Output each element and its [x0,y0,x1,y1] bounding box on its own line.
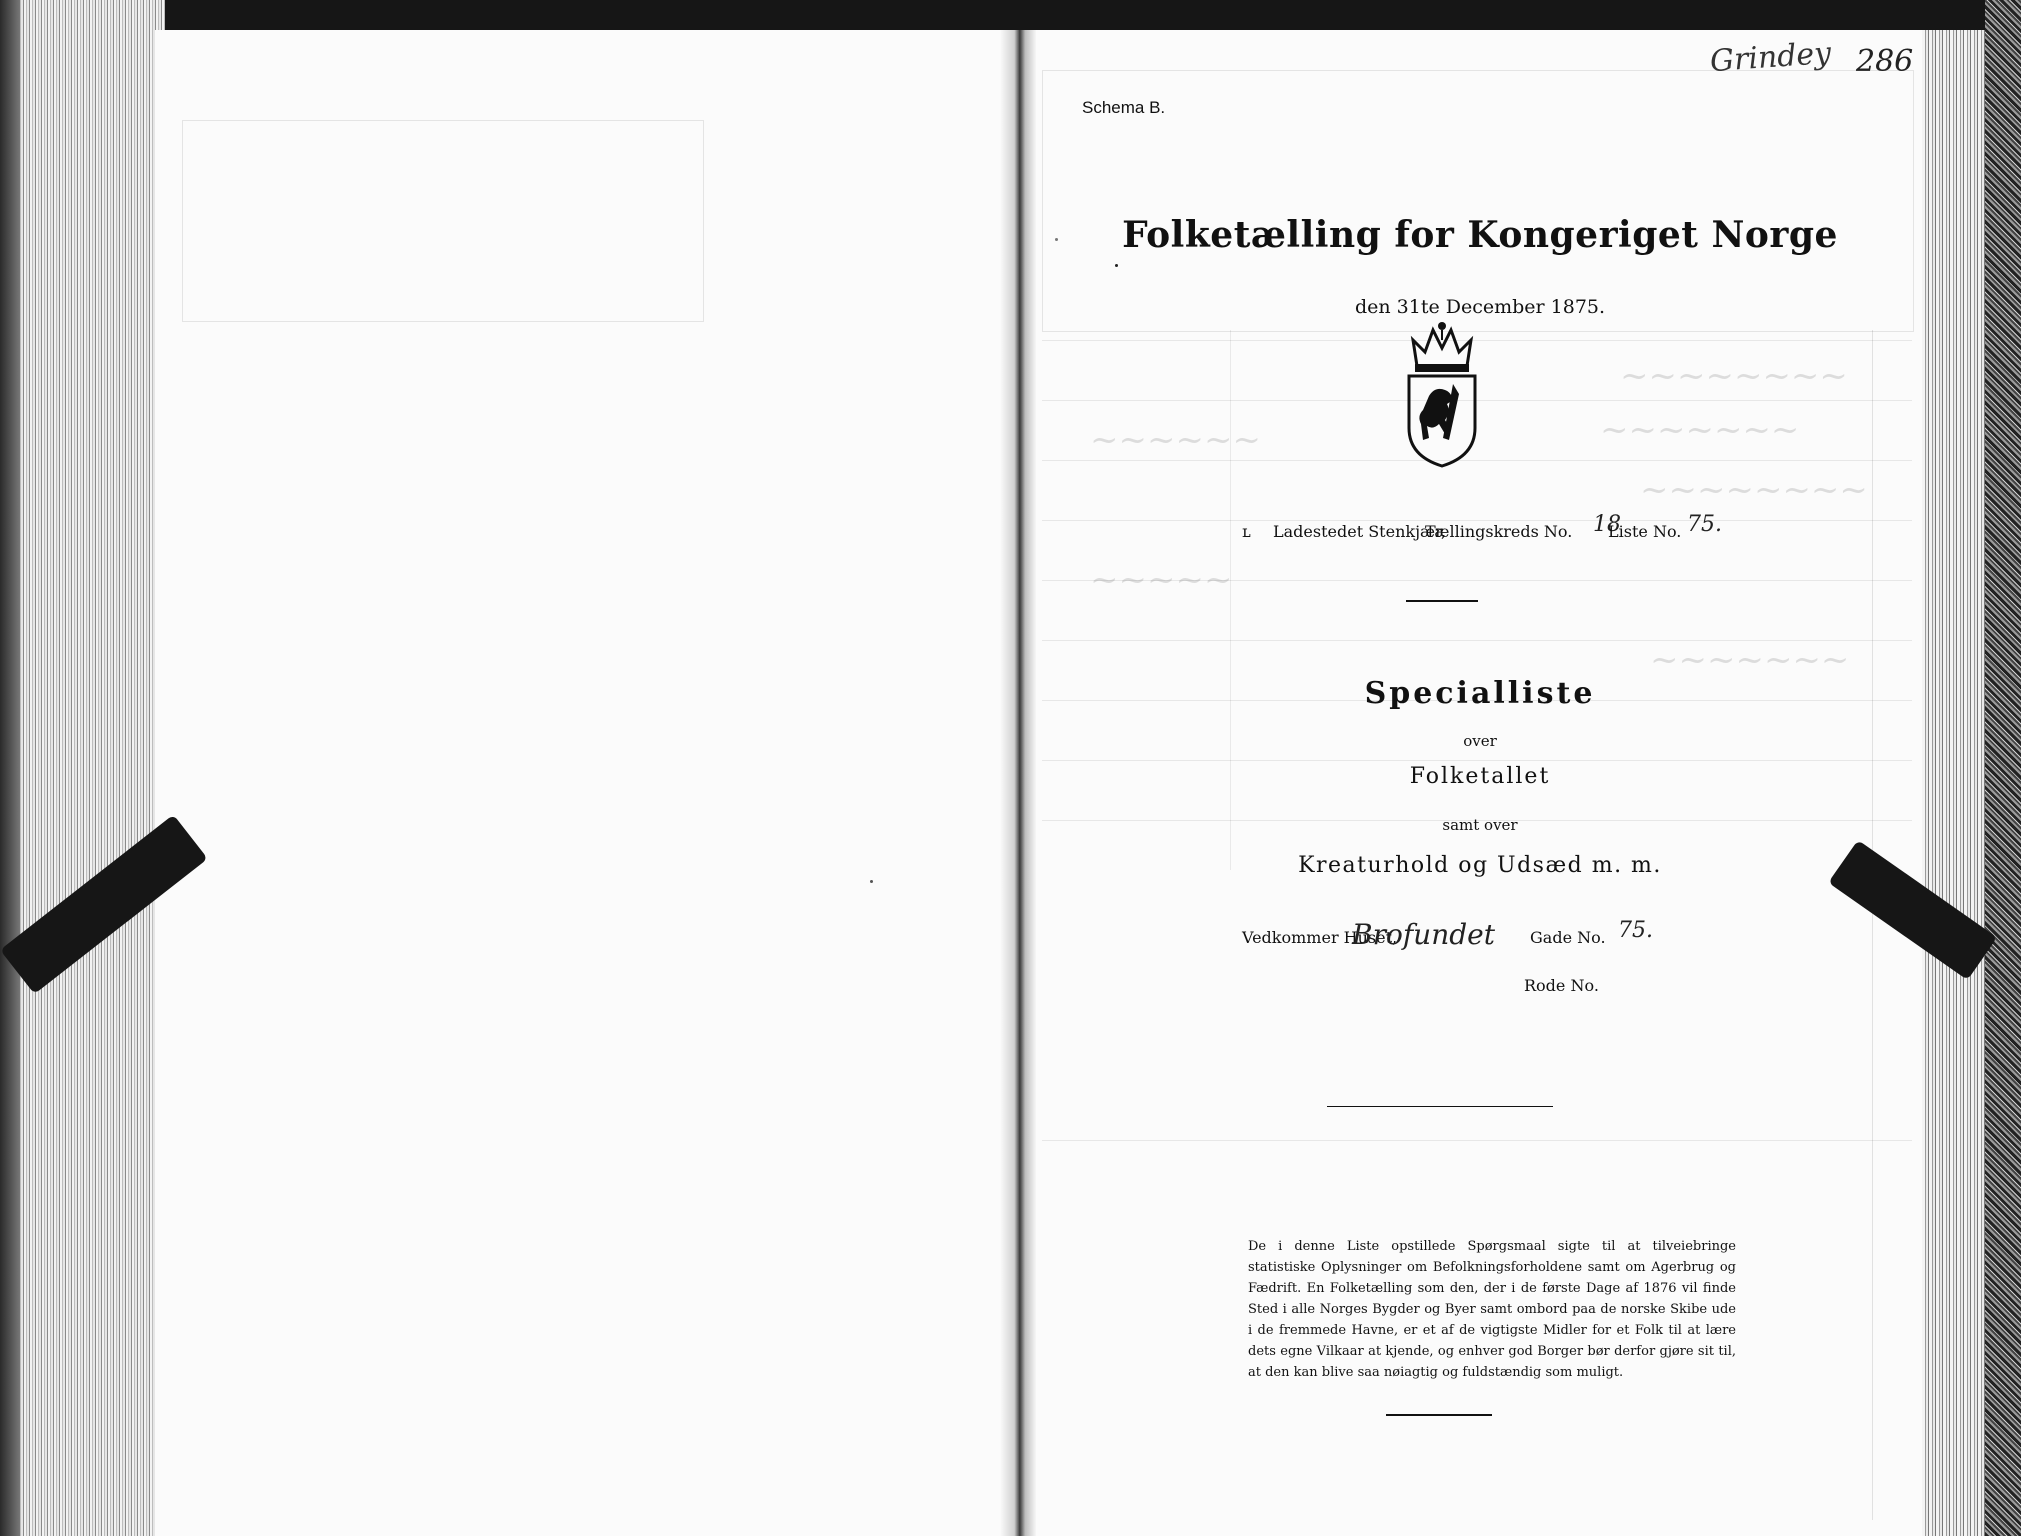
bleed-handwriting: ~~~~~~~~ [1620,356,1848,396]
bleed-rule [1042,1140,1912,1141]
house-value: Brofundet [1352,918,1495,951]
ink-speck [1115,264,1118,267]
bleed-header-box [1042,70,1914,332]
place-label: Ladestedet Stenkjær, [1273,522,1447,541]
subject-livestock: Kreaturhold og Udsæd m. m. [1298,853,1662,878]
over-text: over [1463,732,1497,750]
district-label: Tællingskreds No. [1425,522,1573,541]
left-page-stack [0,0,165,1536]
marbled-cover-edge [1985,0,2021,1536]
schema-label: Schema B. [1082,98,1166,117]
subject-population: Folketallet [1409,764,1551,789]
census-date: den 31te December 1875. [1354,296,1606,318]
left-page-speck [870,880,873,883]
special-list-heading: Specialliste [1364,676,1596,711]
rode-number-label: Rode No. [1524,976,1599,995]
bleed-column-rule [1230,330,1231,870]
list-label: Liste No. [1608,522,1682,541]
coat-of-arms-icon [1403,318,1481,472]
samt-over-text: samt over [1442,816,1518,834]
ink-speck [1055,238,1058,241]
intro-paragraph: De i denne Liste opstillede Spørgsmaal sigte til at tilveiebringe statistiske Oplysninger om Befolkningsforholdene samt om Agerbrug og Fædrift. En Folketælling som den, der i de første Dage af 1876 vil finde Sted i alle Norges Bygder og Byer samt ombord paa de norske Skibe ude i de fremmede Havne, er et af de vigtigste Midler for et Folk til at lære dets egne Vilkaar at kjende, og enhver god Borger bør derfor gjøre sit til, at den kan blive saa nøiagtig og fuldstændig som muligt. [1248,1239,1736,1380]
bleed-rule [1042,520,1912,521]
divider-rule [1406,600,1478,602]
location-row: ʟ [1242,522,1251,541]
bleed-handwriting: ~~~~~~~ [1600,410,1800,450]
bleed-handwriting: ~~~~~ [1090,560,1233,600]
house-label: Vedkommer Huset, [1242,928,1398,947]
bleed-handwriting: ~~~~~~~~ [1640,470,1868,510]
bleed-handwriting: ~~~~~~ [1090,420,1261,460]
district-value: 18 [1593,512,1621,537]
left-page-bleed-table [182,120,704,322]
divider-rule [1386,1414,1492,1416]
street-number-label: Gade No. [1530,928,1606,947]
list-value: 75. [1687,512,1722,537]
page-number: 286 [1856,44,1914,79]
archive-handwritten-mark: Grindey [1708,35,1833,80]
street-number-value: 75. [1618,918,1653,943]
right-page-stack [1922,30,1987,1536]
book-top-edge [155,0,1985,32]
bleed-rule [1042,760,1912,761]
form-title: Folketælling for Kongeriget Norge [1122,214,1838,256]
bleed-column-rule [1872,330,1873,1520]
bleed-handwriting: ~~~~~~~ [1650,640,1850,680]
divider-rule [1327,1106,1553,1107]
left-cover-shadow [0,0,20,1536]
